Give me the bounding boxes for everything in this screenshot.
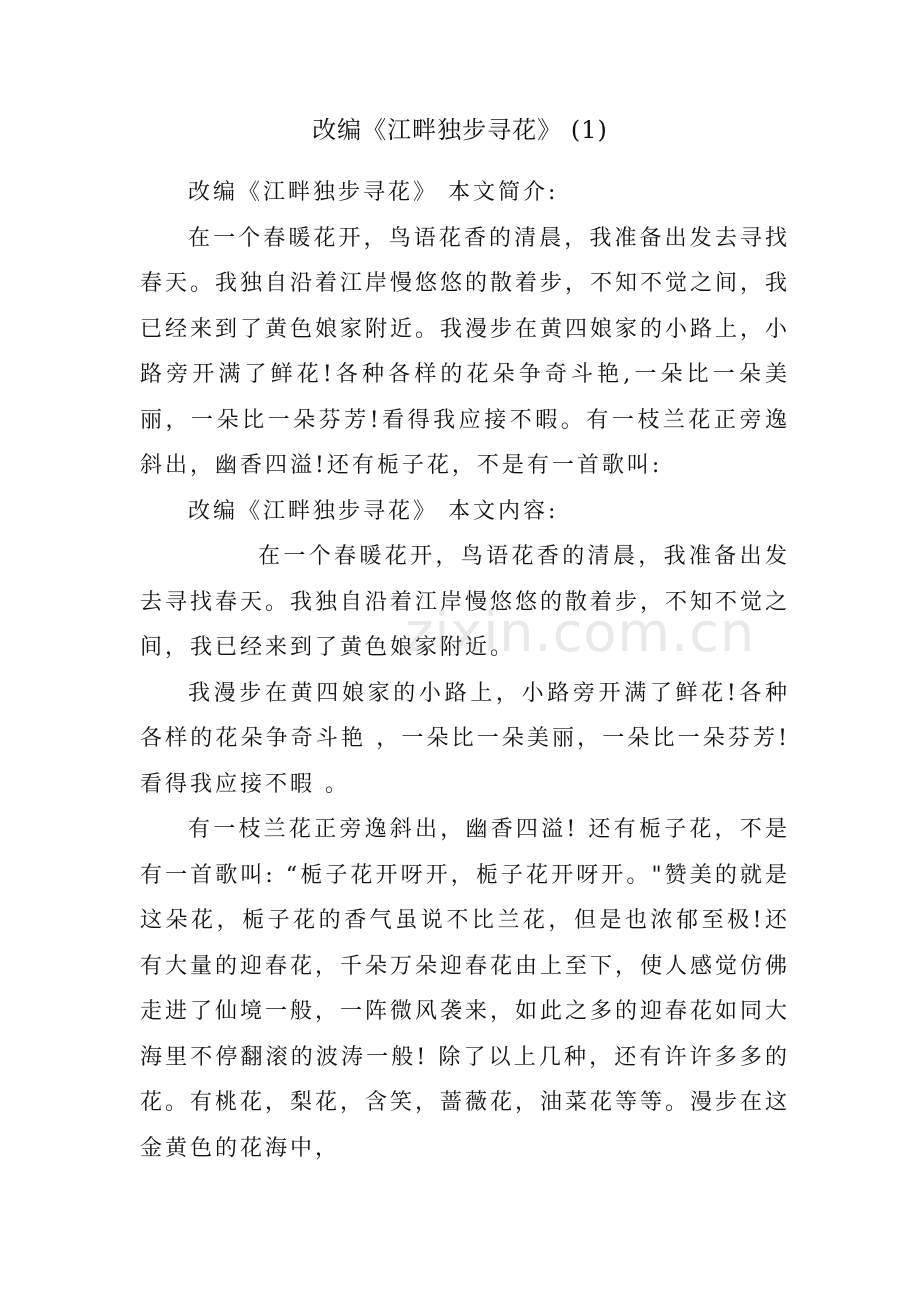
summary-paragraph: 在一个春暖花开，鸟语花香的清晨，我准备出发去寻找春天。我独自沿着江岸慢悠悠的散着步，不知不觉之间，我已经来到了黄色娘家附近。我漫步在黄四娘家的小路上，小路旁开满了鲜花!各种各样的花朵争奇斗艳,一朵比一朵美丽，一朵比一朵芬芳!看得我应接不暇。有一枝兰花正旁逸斜出，幽香四溢!还有栀子花，不是有一首歌叫:	[140, 225, 791, 478]
watermark: zixin.com.cn	[405, 601, 756, 664]
document-body	[140, 170, 790, 1171]
content-heading: 改编《江畔独步寻花》 本文内容:	[188, 498, 559, 524]
document-title: 改编《江畔独步寻花》 (1)	[312, 116, 608, 144]
content-paragraph-3: 有一枝兰花正旁逸斜出，幽香四溢! 还有栀子花，不是有一首歌叫: “栀子花开呀开，栀子花开呀开。"赞美的就是这朵花，栀子花的香气虽说不比兰花，但是也浓郁至极!还有大量的迎春花，千朵万朵迎春花由上至下，使人感觉仿佛走进了仙境一般，一阵微风袭来，如此之多的迎春花如同大海里不停翻滚的波涛一般! 除了以上几种，还有许许多多的花。有桃花，梨花，含笑，蔷薇花，油菜花等等。漫步在这金黄色的花海中，	[140, 817, 791, 1161]
content-paragraph-2: 我漫步在黄四娘家的小路上，小路旁开满了鲜花!各种各样的花朵争奇斗艳 ，一朵比一朵美丽，一朵比一朵芬芳!看得我应接不暇 。	[140, 680, 790, 797]
summary-heading: 改编《江畔独步寻花》 本文简介:	[188, 180, 559, 205]
content-paragraph-1: 在一个春暖花开，鸟语花香的清晨，我准备出发去寻找春天。我独自沿着江岸慢悠悠的散着步，不知不觉之间，我已经来到了黄色娘家附近。	[140, 544, 791, 660]
